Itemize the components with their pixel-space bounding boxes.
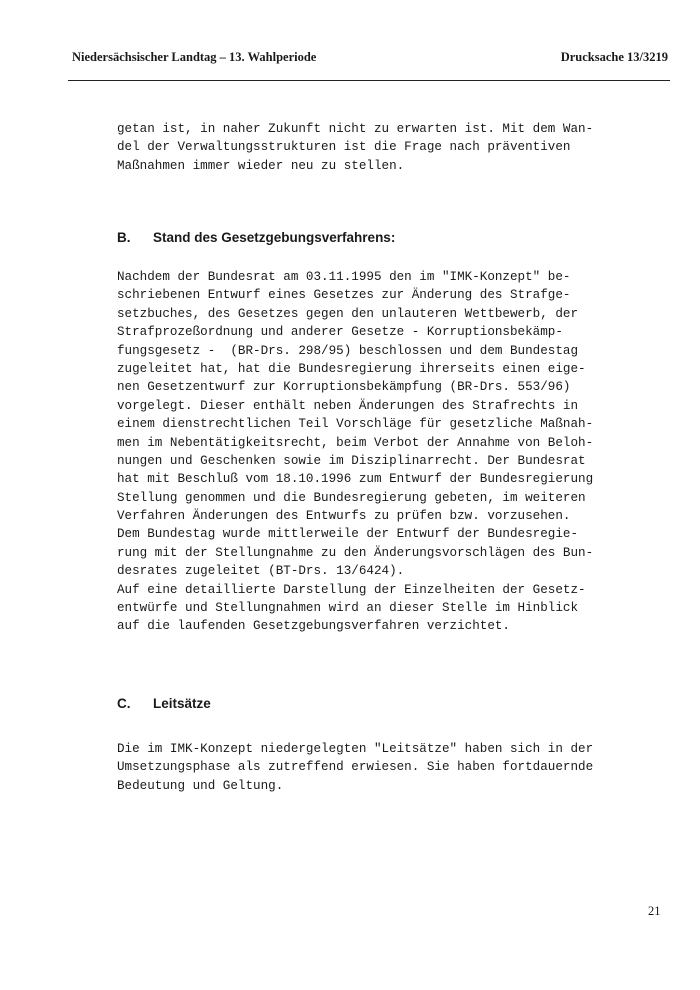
header-rule: [68, 80, 670, 81]
text-line: einem dienstrechtlichen Teil Vorschläge für gesetzliche Maßnah-: [117, 417, 594, 432]
text-line: nungen und Geschenken sowie im Disziplinarrecht. Der Bundesrat: [117, 453, 586, 468]
section-title: Leitsätze: [153, 696, 211, 711]
text-line: Stellung genommen und die Bundesregierung gebeten, im weiteren: [117, 490, 586, 505]
page-header: [72, 50, 668, 65]
text-line: schriebenen Entwurf eines Gesetzes zur Änderung des Strafge-: [117, 288, 571, 303]
text-line: rung mit der Stellungnahme zu den Änderungsvorschlägen des Bun-: [117, 545, 594, 560]
text-line: Die im IMK-Konzept niedergelegten "Leitsätze" haben sich in der: [117, 742, 594, 756]
text-line: zugeleitet hat, hat die Bundesregierung ihrerseits einen eige-: [117, 361, 586, 376]
text-line: nen Gesetzentwurf zur Korruptionsbekämpfung (BR-Drs. 553/96): [117, 380, 571, 395]
page-number: 21: [648, 904, 661, 918]
section-c-paragraph: [117, 740, 593, 795]
text-line: desrates zugeleitet (BT-Drs. 13/6424).: [117, 564, 405, 579]
text-line: Nachdem der Bundesrat am 03.11.1995 den im "IMK-Konzept" be-: [117, 270, 571, 284]
text-line: vorgelegt. Dieser enthält neben Änderungen des Strafrechts in: [117, 398, 579, 413]
text-line: Auf eine detaillierte Darstellung der Einzelheiten der Gesetz-: [117, 582, 586, 597]
section-letter: C.: [117, 696, 131, 711]
text-line: fungsgesetz - (BR-Drs. 298/95) beschlossen und dem Bundestag: [117, 343, 579, 358]
text-line: entwürfe und Stellungnahmen wird an dieser Stelle im Hinblick: [117, 601, 579, 616]
section-b-heading: [117, 230, 395, 245]
text-line: Bedeutung und Geltung.: [117, 778, 284, 793]
section-b-paragraph: [117, 268, 593, 636]
text-line: getan ist, in naher Zukunft nicht zu erwarten ist. Mit dem Wan-: [117, 122, 594, 136]
section-c-heading: [117, 696, 211, 711]
text-line: Dem Bundestag wurde mittlerweile der Entwurf der Bundesregie-: [117, 527, 579, 542]
text-line: hat mit Beschluß vom 18.10.1996 zum Entwurf der Bundesregierung: [117, 472, 594, 487]
text-line: setzbuches, des Gesetzes gegen den unlauteren Wettbewerb, der: [117, 306, 579, 321]
header-right: Drucksache 13/3219: [560, 50, 668, 64]
text-line: Maßnahmen immer wieder neu zu stellen.: [117, 158, 405, 173]
text-line: Verfahren Änderungen des Entwurfs zu prüfen bzw. vorzusehen.: [117, 509, 571, 524]
header-left: Niedersächsischer Landtag – 13. Wahlperiode: [72, 50, 317, 64]
section-letter: B.: [117, 230, 131, 245]
intro-paragraph: [117, 120, 593, 175]
text-line: Strafprozeßordnung und anderer Gesetze - Korruptionsbekämp-: [117, 325, 563, 340]
section-title: Stand des Gesetzgebungsverfahrens:: [153, 230, 396, 245]
text-line: Umsetzungsphase als zutreffend erwiesen. Sie haben fortdauernde: [117, 760, 594, 775]
text-line: del der Verwaltungsstrukturen ist die Frage nach präventiven: [117, 140, 571, 155]
text-line: men im Nebentätigkeitsrecht, beim Verbot der Annahme von Beloh-: [117, 435, 594, 450]
text-line: auf die laufenden Gesetzgebungsverfahren verzichtet.: [117, 619, 510, 634]
